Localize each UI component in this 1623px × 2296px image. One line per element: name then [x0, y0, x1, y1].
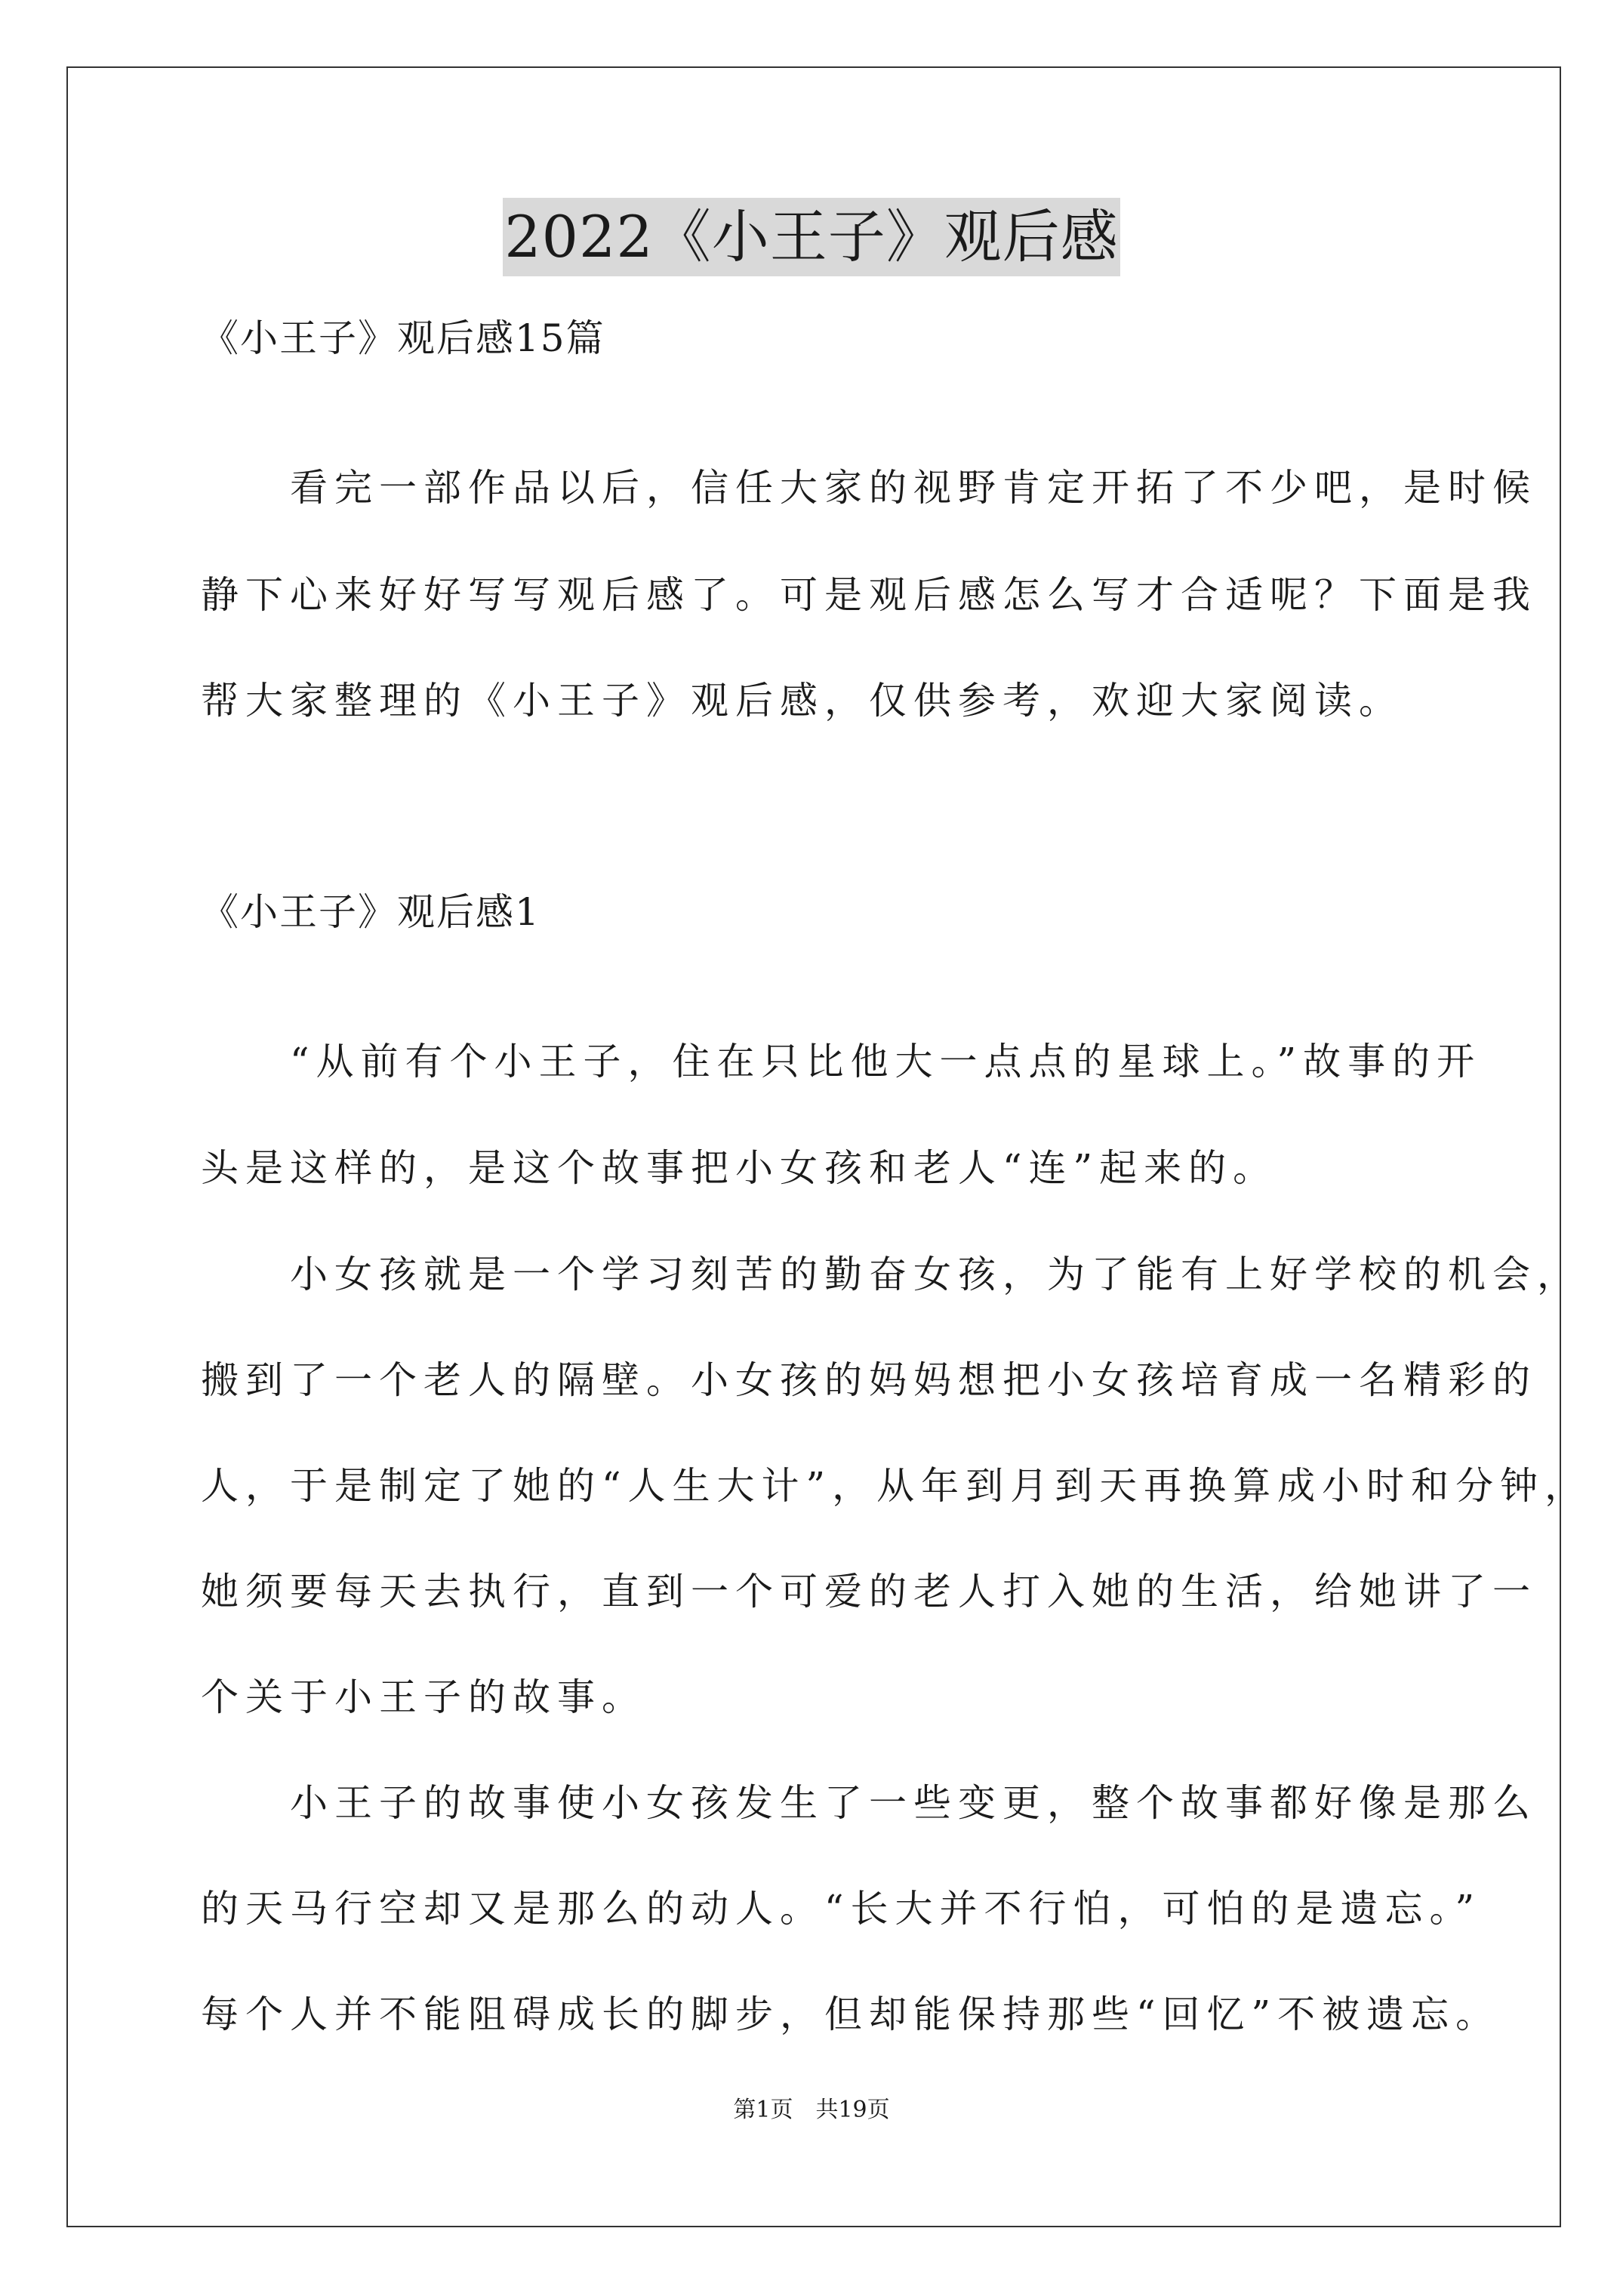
body-line-6: 她须要每天去执行，直到一个可爱的老人打入她的生活，给她讲了一: [201, 1570, 1537, 1613]
page-footer: 第1页 共19页: [733, 2097, 890, 2123]
body-line-5: 人，于是制定了她的“人生大计”，从年到月到天再换算成小时和分钟，: [201, 1464, 1590, 1508]
body-line-4: 搬到了一个老人的隔壁。小女孩的妈妈想把小女孩培育成一名精彩的: [201, 1358, 1537, 1402]
document-title: 2022《小王子》观后感: [503, 198, 1119, 276]
body-line-9: 的天马行空却又是那么的动人。“长大并不行怕，可怕的是遗忘。”: [201, 1887, 1482, 1931]
collection-heading: 《小王子》观后感15篇: [201, 316, 605, 360]
body-line-10: 每个人并不能阻碍成长的脚步，但却能保持那些“回忆”不被遗忘。: [201, 1992, 1501, 2036]
body-line-1: “从前有个小王子，住在只比他大一点点的星球上。”故事的开: [201, 1040, 1482, 1083]
body-line-3: 小女孩就是一个学习刻苦的勤奋女孩，为了能有上好学校的机会，: [201, 1253, 1581, 1296]
body-line-7: 个关于小王子的故事。: [201, 1675, 646, 1719]
body-line-2: 头是这样的，是这个故事把小女孩和老人“连”起来的。: [201, 1146, 1278, 1190]
body-line-8: 小王子的故事使小女孩发生了一些变更，整个故事都好像是那么: [201, 1781, 1537, 1825]
intro-line-3: 帮大家整理的《小王子》观后感，仅供参考，欢迎大家阅读。: [201, 679, 1403, 723]
title-wrap: [0, 198, 1623, 276]
intro-line-1: 看完一部作品以后，信任大家的视野肯定开拓了不少吧，是时候: [201, 466, 1537, 510]
intro-line-2: 静下心来好好写写观后感了。可是观后感怎么写才合适呢？下面是我: [201, 573, 1537, 617]
section-heading: 《小王子》观后感1: [201, 890, 540, 934]
